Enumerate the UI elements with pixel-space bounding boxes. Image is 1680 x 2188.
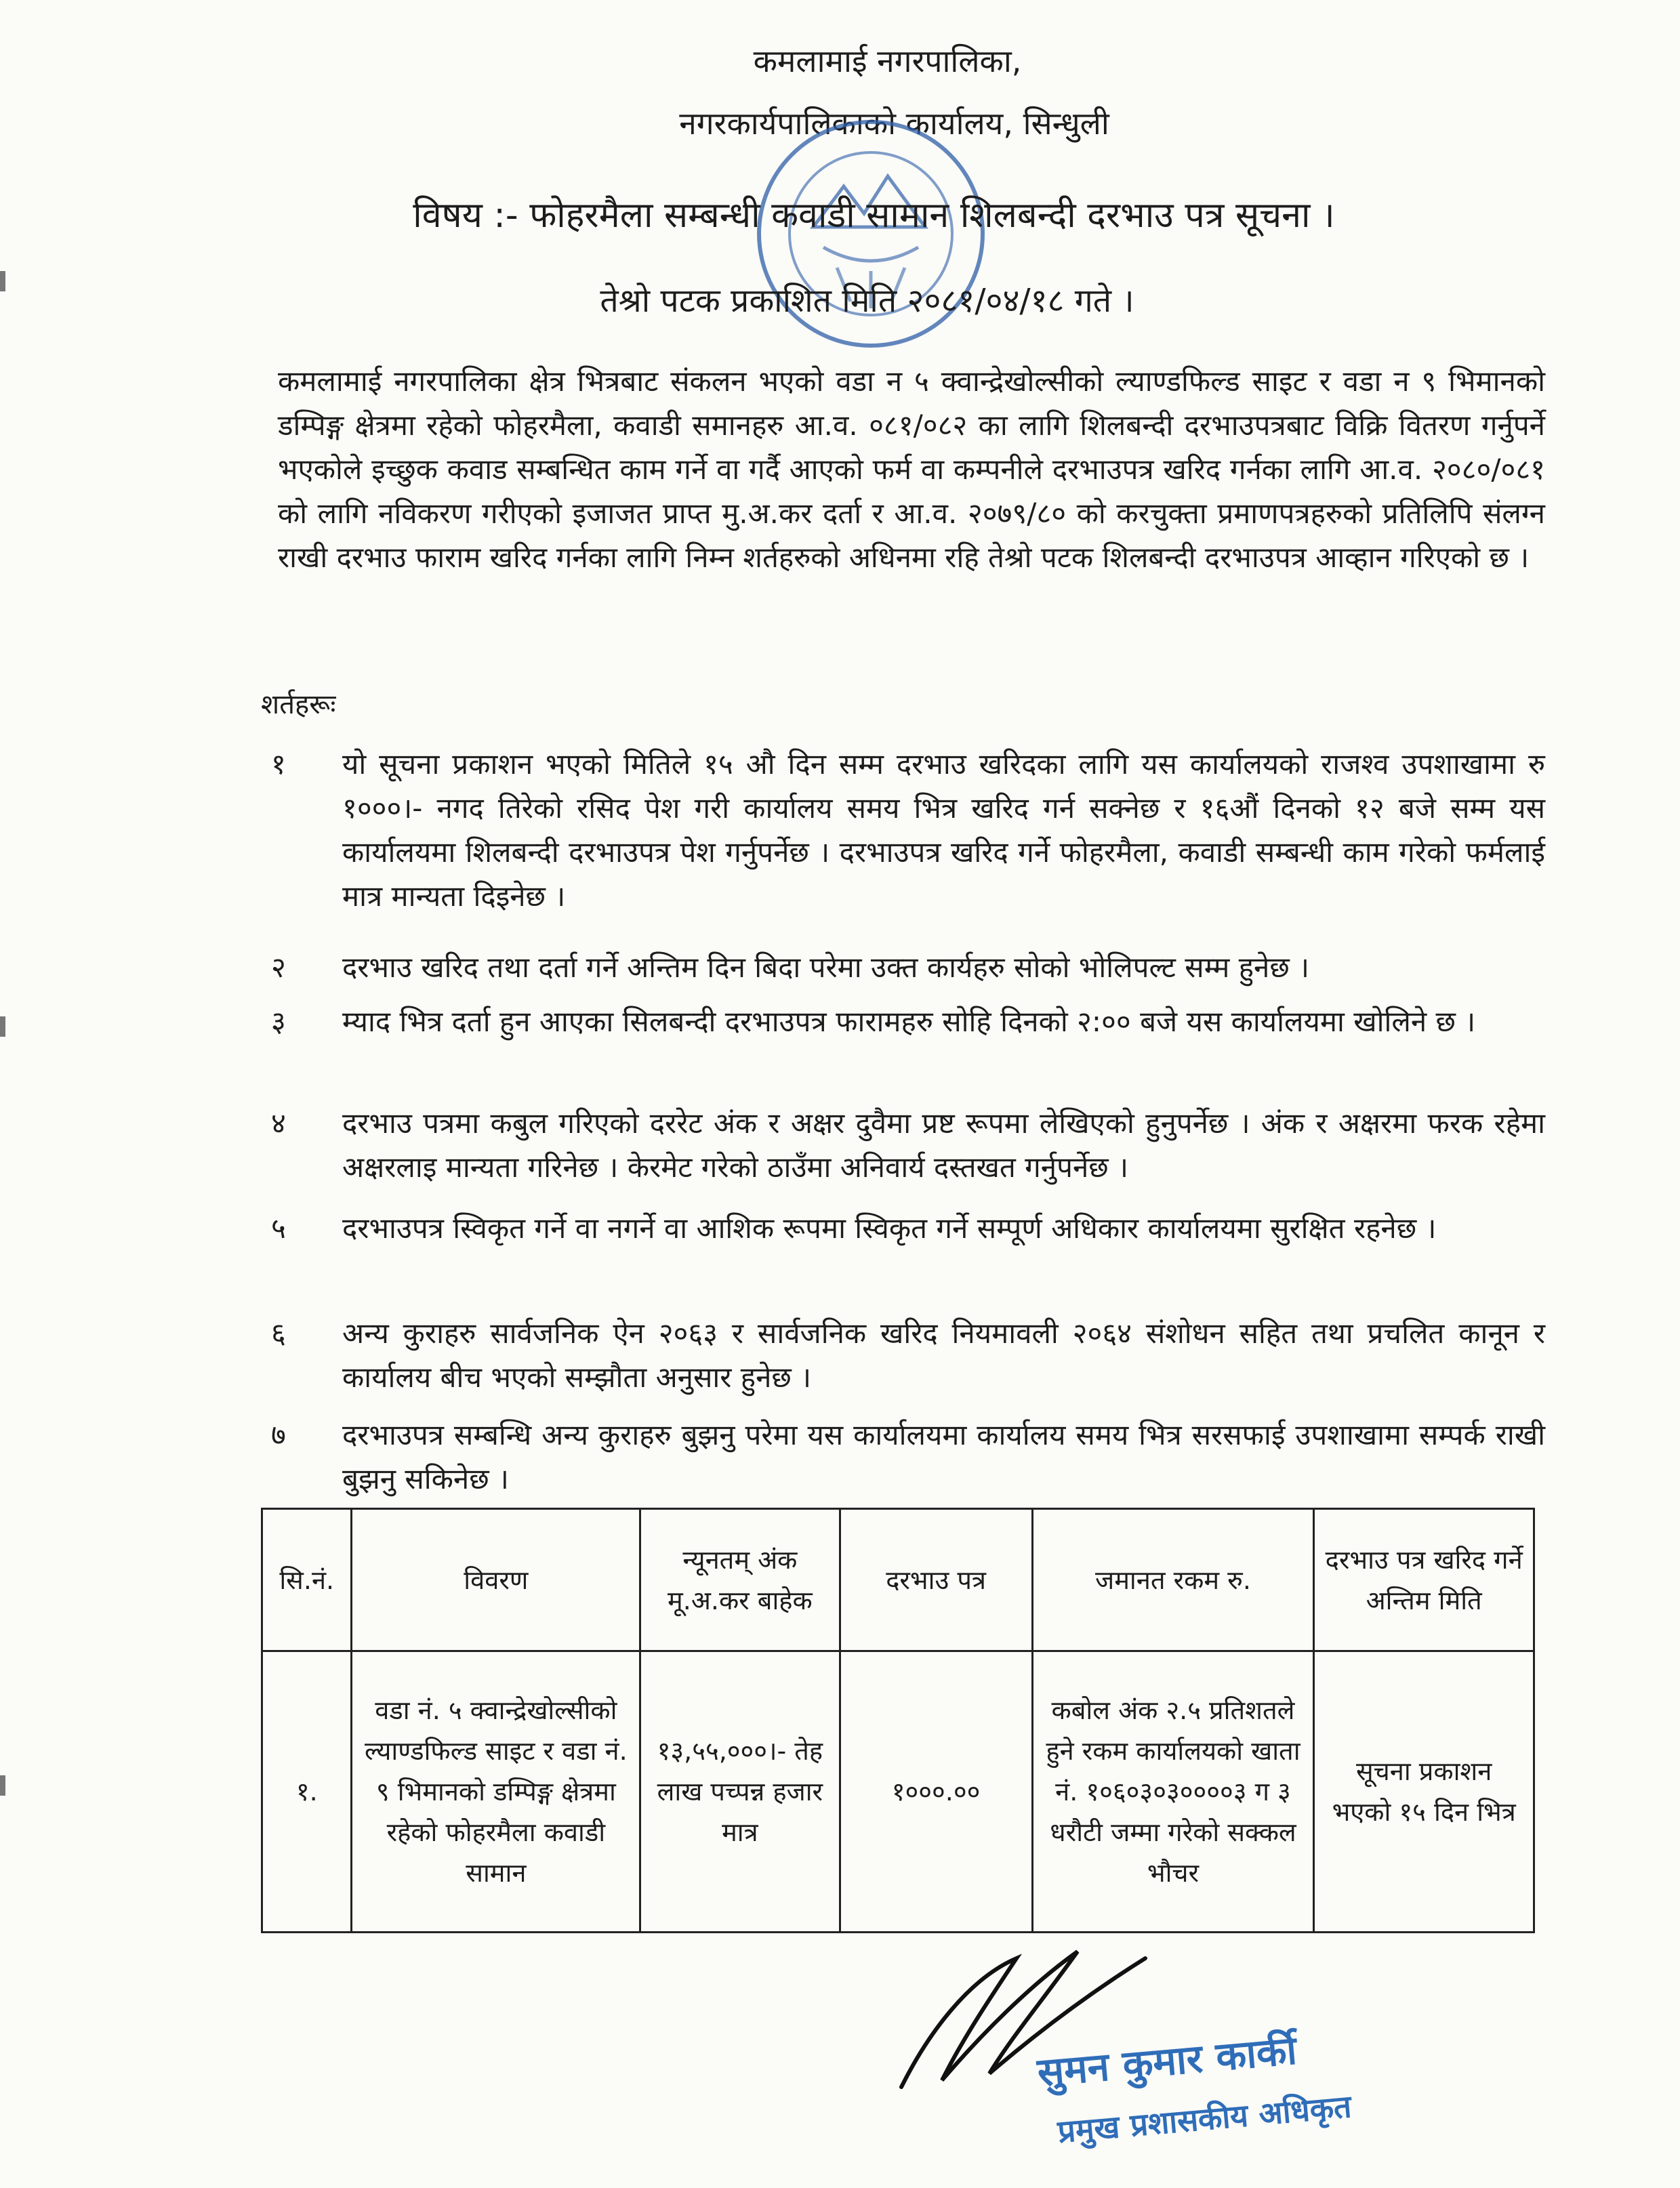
notice-subject: विषय :- फोहरमैला सम्बन्धी कवाडी सामान शिलबन्दी दरभाउ पत्र सूचना । bbox=[413, 195, 1335, 236]
table-cell: १०००.०० bbox=[840, 1651, 1032, 1933]
scan-margin-mark bbox=[0, 1016, 5, 1037]
condition-number: ३ bbox=[271, 1005, 286, 1038]
condition-text: दरभाउपत्र सम्बन्धि अन्य कुराहरु बुझनु परेमा यस कार्यालयमा कार्यालय समय भित्र सरसफाई उपशाखामा सम्पर्क राखी बुझनु सकिनेछ । bbox=[342, 1418, 1545, 1495]
condition-item bbox=[271, 1101, 1545, 1189]
column-header: जमानत रकम रु. bbox=[1032, 1509, 1314, 1651]
condition-number: ५ bbox=[271, 1212, 286, 1245]
column-header: दरभाउ पत्र bbox=[840, 1509, 1032, 1651]
condition-item bbox=[271, 1413, 1545, 1501]
column-header: न्यूनतम् अंक मू.अ.कर बाहेक bbox=[640, 1509, 840, 1651]
condition-text: म्याद भित्र दर्ता हुन आएका सिलबन्दी दरभाउपत्र फारामहरु सोहि दिनको २:०० बजे यस कार्यालयमा खोलिने छ । bbox=[342, 1005, 1476, 1038]
table-row bbox=[262, 1651, 1534, 1933]
condition-number: ७ bbox=[271, 1418, 286, 1451]
signatory-title: प्रमुख प्रशासकीय अधिकृत bbox=[1056, 2088, 1353, 2150]
condition-number: ४ bbox=[271, 1107, 286, 1140]
condition-text: दरभाउपत्र स्विकृत गर्ने वा नगर्ने वा आशिक रूपमा स्विकृत गर्ने सम्पूर्ण अधिकार कार्यालयमा सुरक्षित रहनेछ । bbox=[342, 1212, 1437, 1245]
column-header: दरभाउ पत्र खरिद गर्ने अन्तिम मिति bbox=[1314, 1509, 1534, 1651]
table-cell: १. bbox=[262, 1651, 352, 1933]
condition-text: अन्य कुराहरु सार्वजनिक ऐन २०६३ र सार्वजनिक खरिद नियमावली २०६४ संशोधन सहित तथा प्रचलित कानून र कार्यालय बीच भएको सम्झौता अनुसार हुनेछ । bbox=[342, 1317, 1545, 1394]
tender-details-table bbox=[261, 1508, 1535, 1933]
column-header: सि.नं. bbox=[262, 1509, 352, 1651]
condition-number: २ bbox=[271, 951, 286, 984]
publication-date: तेश्रो पटक प्रकाशित मिति २०८१/०४/१८ गते । bbox=[600, 282, 1134, 320]
condition-item bbox=[271, 999, 1545, 1044]
condition-item bbox=[271, 945, 1545, 989]
table-cell: कबोल अंक २.५ प्रतिशतले हुने रकम कार्यालयको खाता नं. १०६०३०३००००३ ग ३ धरौटी जम्मा गरेको सक्कल भौचर bbox=[1032, 1651, 1314, 1933]
table-cell: सूचना प्रकाशन भएको १५ दिन भित्र bbox=[1314, 1651, 1534, 1933]
table-header-row bbox=[262, 1509, 1534, 1651]
condition-text: यो सूचना प्रकाशन भएको मितिले १५ औ दिन सम्म दरभाउ खरिदका लागि यस कार्यालयको राजश्व उपशाखामा रु १०००।- नगद तिरेको रसिद पेश गरी कार्यालय समय भित्र खरिद गर्न सक्नेछ र १६औं दिनको १२ बजे सम्म यस कार्यालयमा शिलबन्दी दरभाउपत्र पेश गर्नुपर्नेछ । दरभाउपत्र खरिद गर्ने फोहरमैला, कवाडी सम्बन्धी काम गरेको फर्मलाई मात्र मान्यता दिइनेछ । bbox=[342, 747, 1545, 913]
scan-margin-mark bbox=[0, 1775, 5, 1796]
signatory-name: सुमन कुमार कार्की bbox=[1035, 2027, 1299, 2096]
conditions-heading: शर्तहरूः bbox=[261, 689, 336, 720]
condition-number: १ bbox=[271, 747, 286, 781]
scan-margin-mark bbox=[0, 271, 5, 291]
condition-number: ६ bbox=[271, 1317, 286, 1350]
office-name: नगरकार्यपालिकाको कार्यालय, सिन्धुली bbox=[679, 105, 1109, 142]
condition-text: दरभाउ खरिद तथा दर्ता गर्ने अन्तिम दिन बिदा परेमा उक्त कार्यहरु सोको भोलिपल्ट सम्म हुनेछ । bbox=[342, 951, 1310, 984]
intro-paragraph: कमलामाई नगरपालिका क्षेत्र भित्रबाट संकलन भएको वडा न ५ क्वान्द्रेखोल्सीको ल्याण्डफिल्ड साइट र वडा न ९ भिमानको डम्पिङ्ग क्षेत्रमा रहेको फोहरमैला, कवाडी समानहरु आ.व. ०८१/०८२ का लागि शिलबन्दी दरभाउपत्रबाट विक्रि वितरण गर्नुपर्ने भएकोले इच्छुक कवाड सम्बन्धित काम गर्ने वा गर्दै आएको फर्म वा कम्पनीले दरभाउपत्र खरिद गर्नका लागि आ.व. २०८०/०८१ को लागि नविकरण गरीएको इजाजत प्राप्त मु.अ.कर दर्ता र आ.व. २०७९/८० को करचुक्ता प्रमाणपत्रहरुको प्रतिलिपि संलग्न राखी दरभाउ फाराम खरिद गर्नका लागि निम्न शर्तहरुको अधिनमा रहि तेश्रो पटक शिलबन्दी दरभाउपत्र आव्हान गरिएको छ । bbox=[278, 365, 1545, 574]
table-cell: वडा नं. ५ क्वान्द्रेखोल्सीको ल्याण्डफिल्ड साइट र वडा नं. ९ भिमानको डम्पिङ्ग क्षेत्रमा रहेको फोहरमैला कवाडी सामान bbox=[352, 1651, 640, 1933]
organization-name: कमलामाई नगरपालिका, bbox=[753, 43, 1022, 79]
condition-item bbox=[271, 1206, 1545, 1250]
condition-item bbox=[271, 742, 1545, 918]
condition-item bbox=[271, 1311, 1545, 1399]
condition-text: दरभाउ पत्रमा कबुल गरिएको दररेट अंक र अक्षर दुवैमा प्रष्ट रूपमा लेखिएको हुनुपर्नेछ । अंक र अक्षरमा फरक रहेमा अक्षरलाइ मान्यता गरिनेछ । केरमेट गरेको ठाउँमा अनिवार्य दस्तखत गर्नुपर्नेछ । bbox=[342, 1107, 1545, 1184]
table-cell: १३,५५,०००।- तेह लाख पच्पन्न हजार मात्र bbox=[640, 1651, 840, 1933]
column-header: विवरण bbox=[352, 1509, 640, 1651]
